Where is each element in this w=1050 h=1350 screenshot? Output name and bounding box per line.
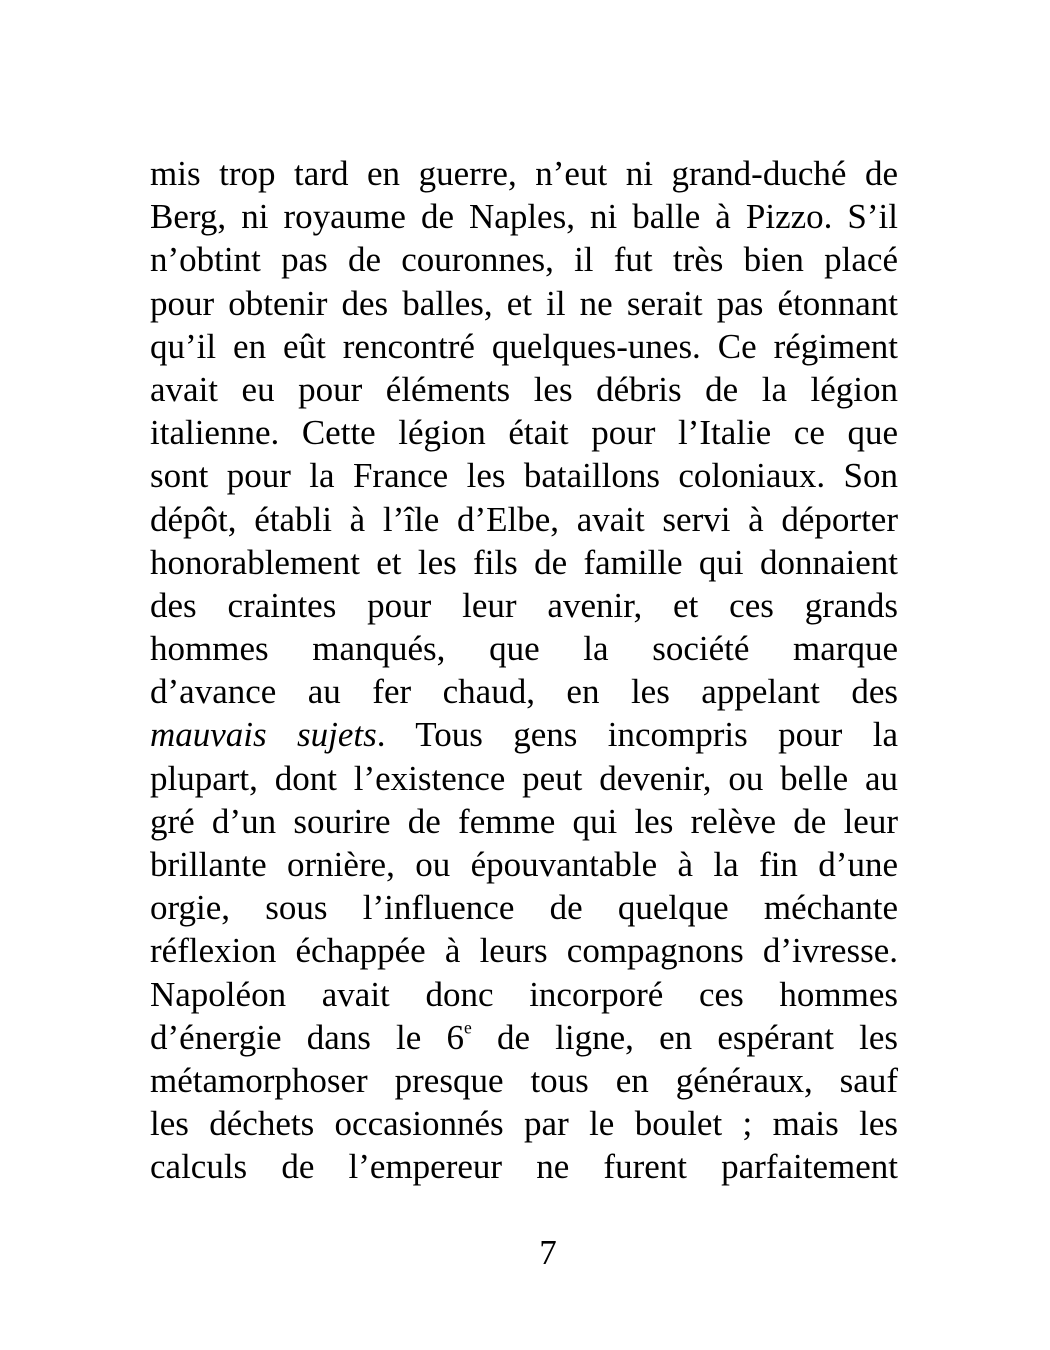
text-line: métamorphoser presque tous en généraux, sauf: [150, 1060, 898, 1100]
text-line: des craintes pour leur avenir, et ces grands: [150, 585, 898, 625]
text-line: Berg, ni royaume de Naples, ni balle à Pizzo. S’il: [150, 197, 898, 237]
text-line: qu’il en eût rencontré quelques-unes. Ce régiment: [150, 326, 898, 366]
text-line: pour obtenir des balles, et il ne serait pas étonnant: [150, 283, 898, 323]
text-line: dépôt, établi à l’île d’Elbe, avait servi à déporter: [150, 499, 898, 539]
text-line: Napoléon avait donc incorporé ces hommes: [150, 974, 898, 1014]
text-line-italic: [150, 713, 898, 756]
ordinal-superscript: e: [463, 1017, 472, 1037]
text-line: sont pour la France les bataillons coloniaux. Son: [150, 456, 898, 496]
text-line: n’obtint pas de couronnes, il fut très bien placé: [150, 240, 898, 280]
text-run: de ligne, en espérant les: [471, 1017, 898, 1057]
text-line: brillante ornière, ou épouvantable à la fin d’une: [150, 845, 898, 884]
text-run: d’énergie dans le 6: [150, 1017, 464, 1057]
text-line: réflexion échappée à leurs compagnons d’ivresse.: [150, 931, 898, 971]
text-line: honorablement et les fils de famille qui donnaient: [150, 542, 898, 582]
text-line: orgie, sous l’influence de quelque méchante: [150, 888, 898, 928]
page-number: 7: [539, 1233, 557, 1272]
text-run: . Tous gens incompris pour la: [376, 715, 898, 755]
text-line: hommes manqués, que la société marque: [150, 629, 898, 669]
body-text: [150, 152, 898, 1189]
text-line: plupart, dont l’existence peut devenir, ou belle au: [150, 758, 898, 798]
text-line: d’avance au fer chaud, en les appelant des: [150, 672, 898, 712]
text-line-superscript: [150, 1016, 898, 1059]
text-line: calculs de l’empereur ne furent parfaitement: [150, 1147, 898, 1187]
text-line: avait eu pour éléments les débris de la légion: [150, 369, 898, 409]
text-line: italienne. Cette légion était pour l’Italie ce que: [150, 413, 898, 453]
text-line: les déchets occasionnés par le boulet ; mais les: [150, 1104, 898, 1144]
italic-phrase: mauvais sujets: [150, 715, 377, 755]
text-line: mis trop tard en guerre, n’eut ni grand-duché de: [150, 154, 898, 193]
text-line: gré d’un sourire de femme qui les relève de leur: [150, 801, 898, 841]
